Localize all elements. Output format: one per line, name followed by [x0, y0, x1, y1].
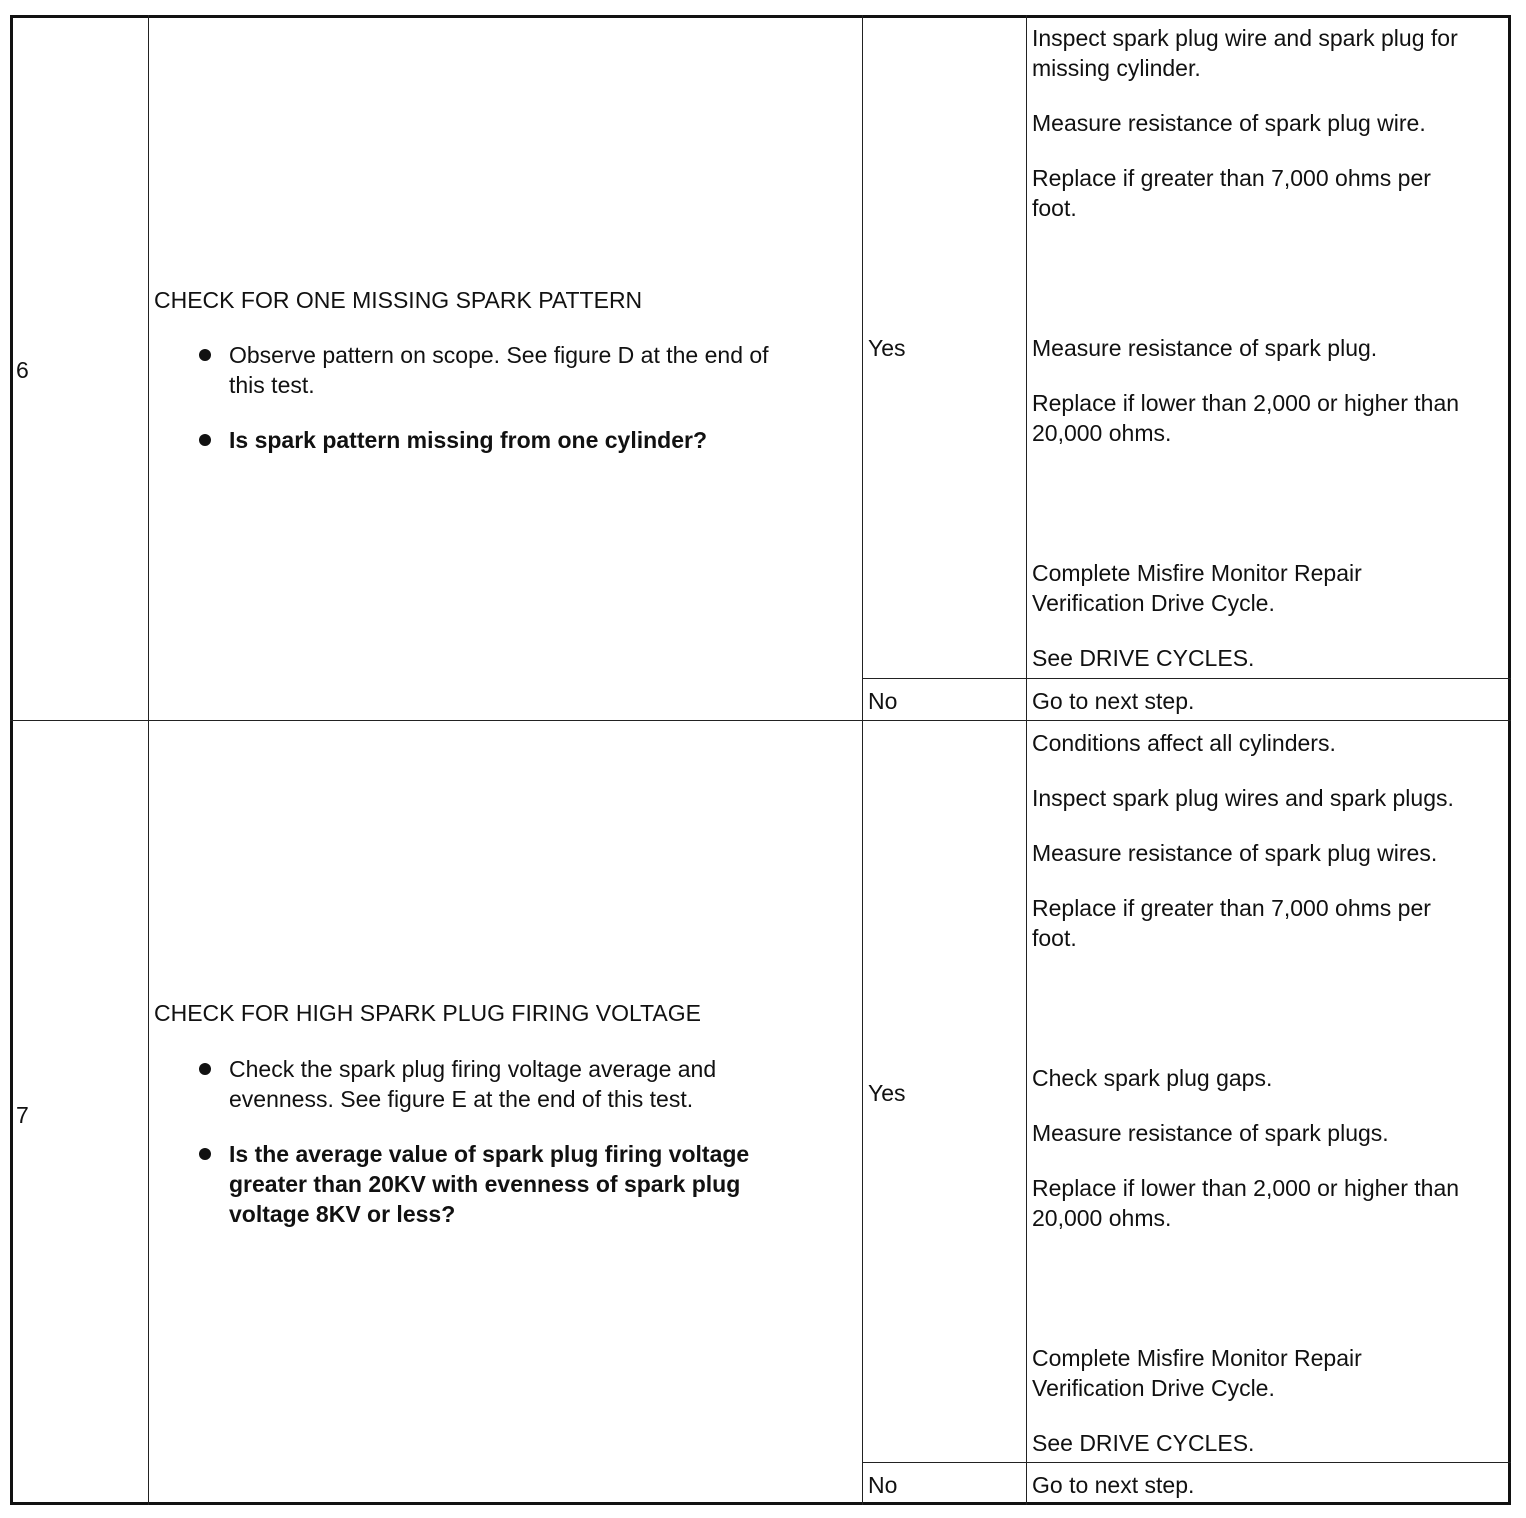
- step-number: 6: [16, 357, 29, 383]
- instruction-text: this test.: [229, 372, 315, 398]
- action-text: Verification Drive Cycle.: [1032, 1375, 1275, 1401]
- instruction-text: Check the spark plug firing voltage average and: [229, 1056, 717, 1082]
- column-divider: [1026, 15, 1027, 1505]
- action-text: Replace if greater than 7,000 ohms per: [1032, 895, 1431, 921]
- action-text: See DRIVE CYCLES.: [1032, 1430, 1255, 1456]
- action-text: Check spark plug gaps.: [1032, 1065, 1273, 1091]
- action-text: Measure resistance of spark plug wire.: [1032, 110, 1426, 136]
- test-heading: CHECK FOR HIGH SPARK PLUG FIRING VOLTAGE: [154, 1000, 701, 1026]
- action-text: See DRIVE CYCLES.: [1032, 645, 1255, 671]
- action-text: Complete Misfire Monitor Repair: [1032, 1345, 1362, 1371]
- instruction-text: Observe pattern on scope. See figure D at the end of: [229, 342, 769, 368]
- action-text: Measure resistance of spark plugs.: [1032, 1120, 1389, 1146]
- no-label: No: [868, 688, 898, 714]
- yes-no-divider: [862, 678, 1511, 679]
- question-text: Is the average value of spark plug firing voltage: [229, 1141, 750, 1167]
- no-action-text: Go to next step.: [1032, 1472, 1195, 1498]
- test-heading: CHECK FOR ONE MISSING SPARK PATTERN: [154, 287, 643, 313]
- action-text: foot.: [1032, 925, 1077, 951]
- bullet-dot: [199, 1063, 211, 1075]
- step-number: 7: [16, 1102, 29, 1128]
- no-action-text: Go to next step.: [1032, 688, 1195, 714]
- column-divider: [862, 15, 863, 1505]
- action-text: 20,000 ohms.: [1032, 1205, 1172, 1231]
- yes-label: Yes: [868, 335, 906, 361]
- bullet-dot: [199, 349, 211, 361]
- column-divider: [148, 15, 149, 1505]
- action-text: 20,000 ohms.: [1032, 420, 1172, 446]
- yes-label: Yes: [868, 1080, 906, 1106]
- bullet-dot: [199, 1148, 211, 1160]
- action-text: foot.: [1032, 195, 1077, 221]
- action-text: Replace if greater than 7,000 ohms per: [1032, 165, 1431, 191]
- action-text: Inspect spark plug wires and spark plugs.: [1032, 785, 1454, 811]
- action-text: Inspect spark plug wire and spark plug for: [1032, 25, 1458, 51]
- instruction-text: evenness. See figure E at the end of this test.: [229, 1086, 694, 1112]
- action-text: Replace if lower than 2,000 or higher than: [1032, 1175, 1460, 1201]
- yes-no-divider: [862, 1462, 1511, 1463]
- action-text: Measure resistance of spark plug.: [1032, 335, 1378, 361]
- question-text: voltage 8KV or less?: [229, 1201, 456, 1227]
- action-text: Conditions affect all cylinders.: [1032, 730, 1336, 756]
- action-text: Replace if lower than 2,000 or higher than: [1032, 390, 1460, 416]
- action-text: Complete Misfire Monitor Repair: [1032, 560, 1362, 586]
- no-label: No: [868, 1472, 898, 1498]
- action-text: Measure resistance of spark plug wires.: [1032, 840, 1438, 866]
- action-text: missing cylinder.: [1032, 55, 1201, 81]
- action-text: Verification Drive Cycle.: [1032, 590, 1275, 616]
- bullet-dot: [199, 434, 211, 446]
- table-frame: [10, 15, 1511, 1505]
- question-text: greater than 20KV with evenness of spark plug: [229, 1171, 741, 1197]
- question-text: Is spark pattern missing from one cylinder?: [229, 427, 708, 453]
- row-divider: [10, 720, 1511, 721]
